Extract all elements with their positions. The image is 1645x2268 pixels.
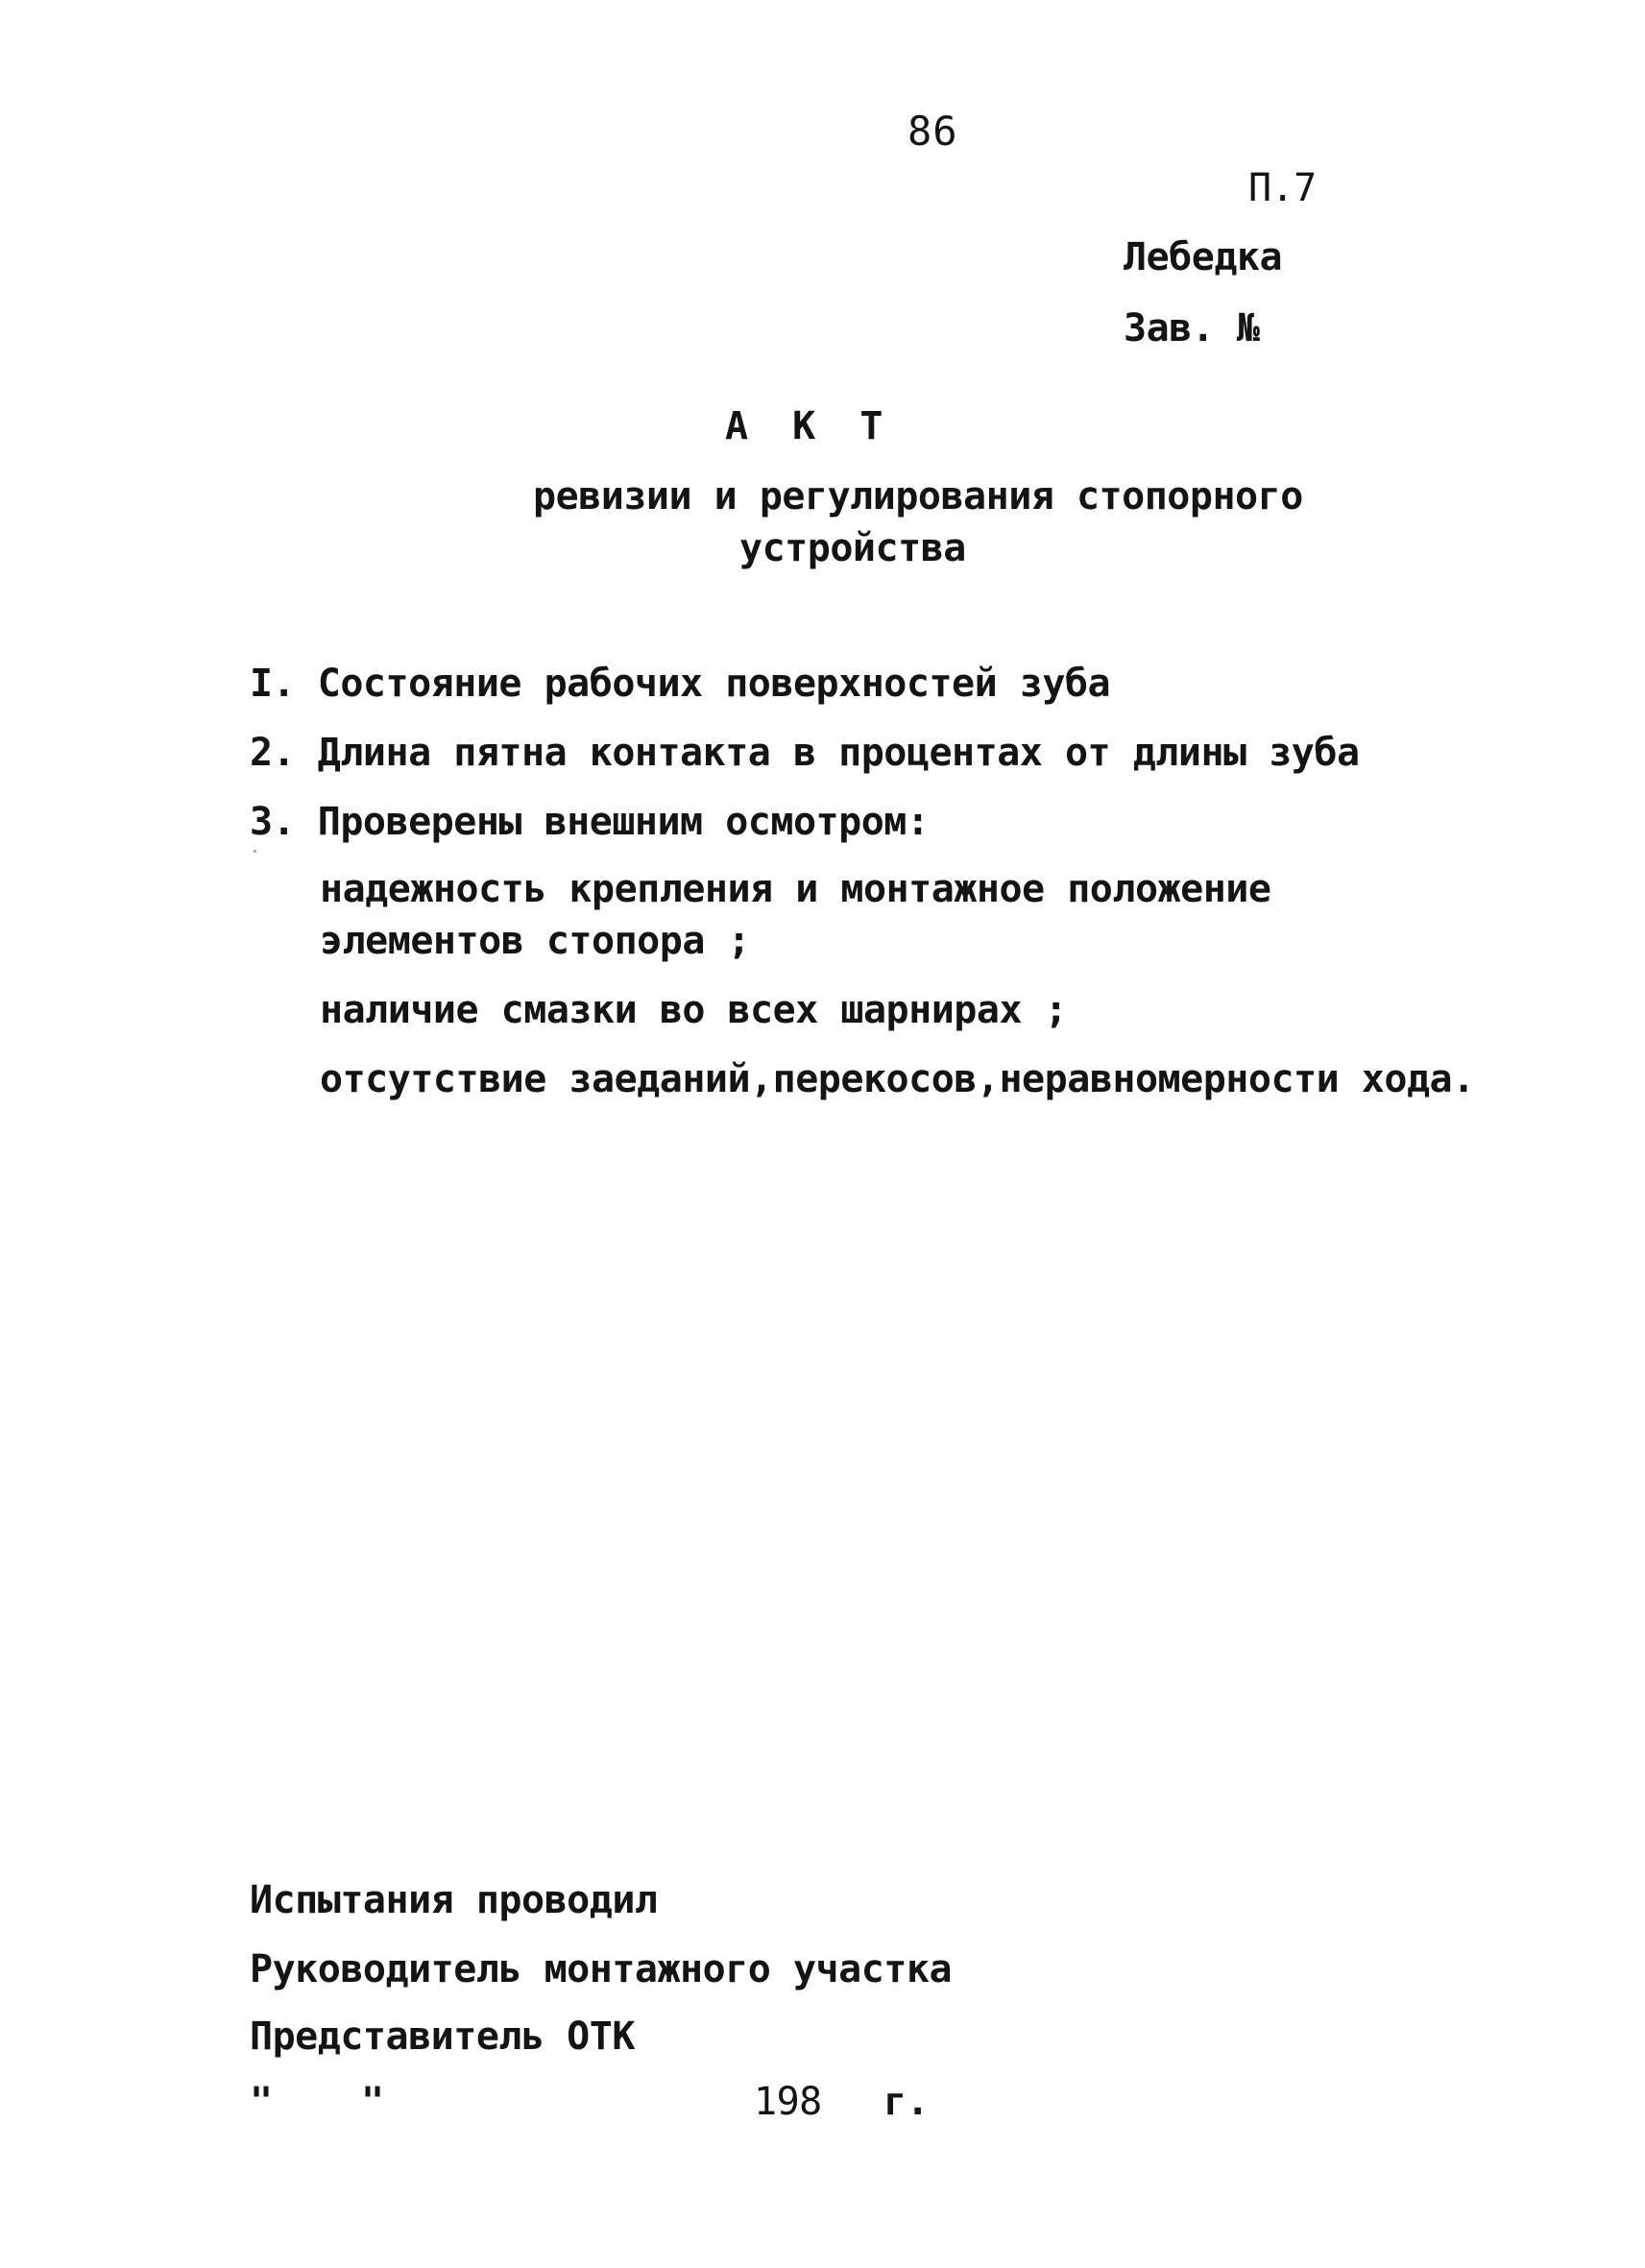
date-quote-close: " (361, 2080, 384, 2124)
inspection-point-reliability-line-2: элементов стопора ; (320, 919, 751, 963)
document-subtitle-line-1: ревизии и регулирования стопорного (533, 474, 1303, 519)
serial-number-label: Зав. № (1124, 306, 1260, 350)
signature-site-manager: Руководитель монтажного участка (250, 1947, 953, 1991)
inspection-point-reliability-line-1: надежность крепления и монтажное положение (320, 867, 1271, 911)
document-subtitle-line-2: устройства (739, 526, 966, 570)
item-visual-inspection: 3. Проверены внешним осмотром: (250, 800, 930, 844)
inspection-point-lubrication: наличие смазки во всех шарнирах ; (320, 988, 1068, 1032)
scan-speck (254, 850, 256, 853)
equipment-name: Лебедка (1124, 235, 1283, 279)
date-quote-open: " (250, 2080, 273, 2124)
date-year: 198 (754, 2080, 822, 2124)
item-contact-patch-length: 2. Длина пятна контакта в процентах от длины зуба (250, 731, 1360, 775)
date-year-suffix: г. (883, 2080, 930, 2124)
appendix-reference: П.7 (1248, 166, 1317, 210)
signature-tester: Испытания проводил (250, 1878, 658, 1922)
inspection-point-no-seizure: отсутствие заеданий,перекосов,неравномерности хода. (320, 1057, 1475, 1101)
item-tooth-surface-condition: I. Состояние рабочих поверхностей зуба (250, 662, 1111, 706)
page-number: 86 (907, 108, 958, 155)
signature-qc-representative: Представитель ОТК (250, 2015, 635, 2059)
document-title: А К Т (725, 404, 883, 448)
